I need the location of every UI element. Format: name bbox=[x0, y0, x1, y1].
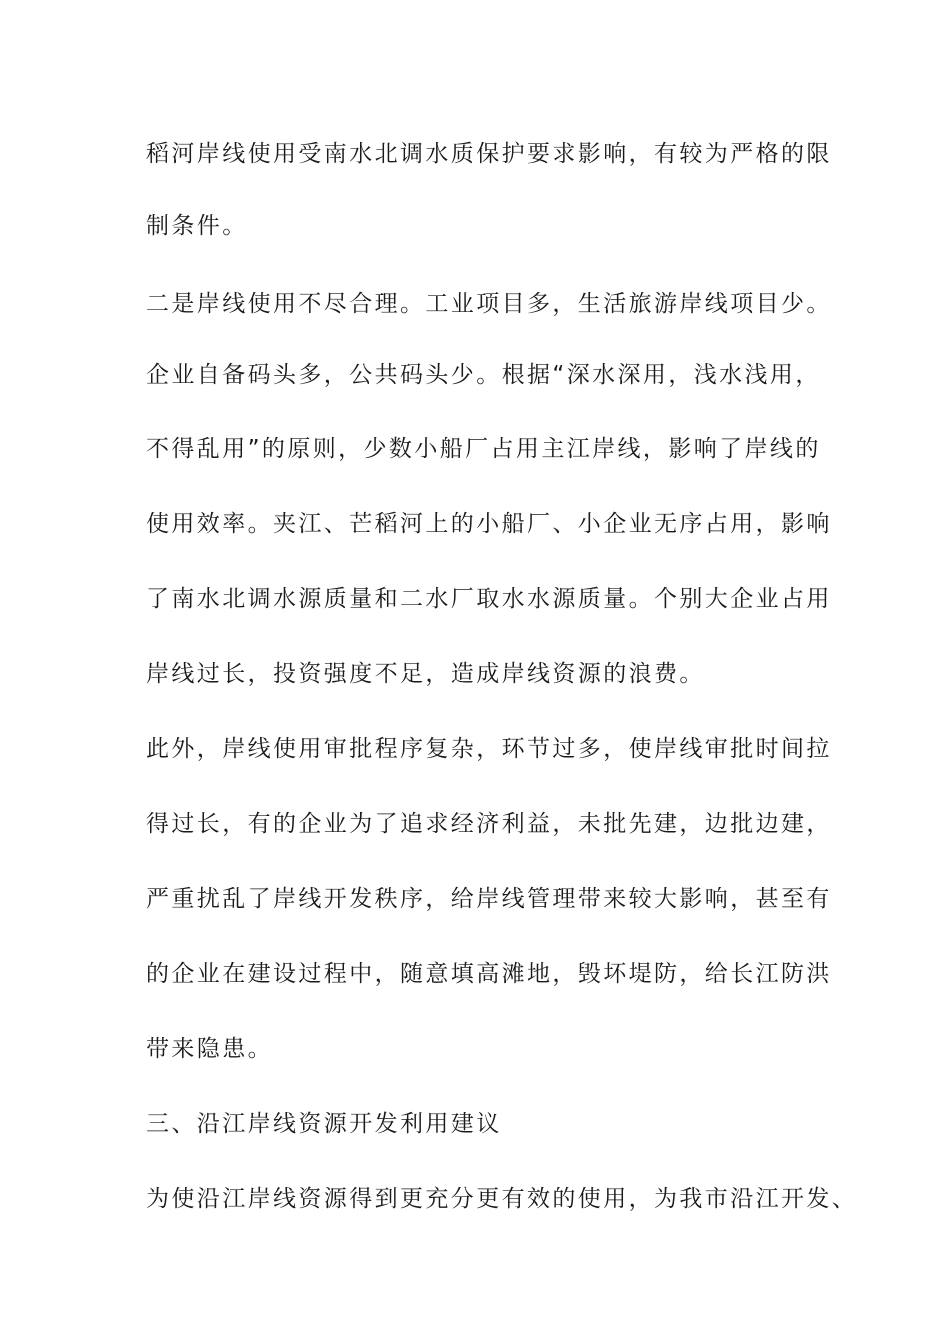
paragraph-line: 严重扰乱了岸线开发秩序，给岸线管理带来较大影响，甚至有 bbox=[146, 886, 832, 912]
paragraph-line: 了南水北调水源质量和二水厂取水水源质量。个别大企业占用 bbox=[146, 586, 832, 612]
paragraph-line: 二是岸线使用不尽合理。工业项目多，生活旅游岸线项目少。 bbox=[146, 291, 832, 317]
paragraph-line: 得过长，有的企业为了追求经济利益，未批先建，边批边建， bbox=[146, 811, 832, 837]
paragraph-line: 的企业在建设过程中，随意填高滩地，毁坏堤防，给长江防洪 bbox=[146, 961, 832, 987]
paragraph-line: 稻河岸线使用受南水北调水质保护要求影响，有较为严格的限 bbox=[146, 141, 832, 167]
paragraph-line: 带来隐患。 bbox=[146, 1036, 273, 1062]
section-heading: 三、沿江岸线资源开发利用建议 bbox=[146, 1111, 502, 1137]
paragraph-line: 岸线过长，投资强度不足，造成岸线资源的浪费。 bbox=[146, 661, 705, 687]
paragraph-line: 使用效率。夹江、芒稻河上的小船厂、小企业无序占用，影响 bbox=[146, 511, 832, 537]
paragraph-line: 不得乱用”的原则，少数小船厂占用主江岸线，影响了岸线的 bbox=[146, 436, 821, 462]
paragraph-line: 制条件。 bbox=[146, 213, 248, 239]
paragraph-line: 企业自备码头多，公共码头少。根据“深水深用，浅水浅用， bbox=[146, 362, 821, 388]
paragraph-line: 此外，岸线使用审批程序复杂，环节过多，使岸线审批时间拉 bbox=[146, 736, 832, 762]
paragraph-line: 为使沿江岸线资源得到更充分更有效的使用，为我市沿江开发、 bbox=[146, 1186, 858, 1212]
